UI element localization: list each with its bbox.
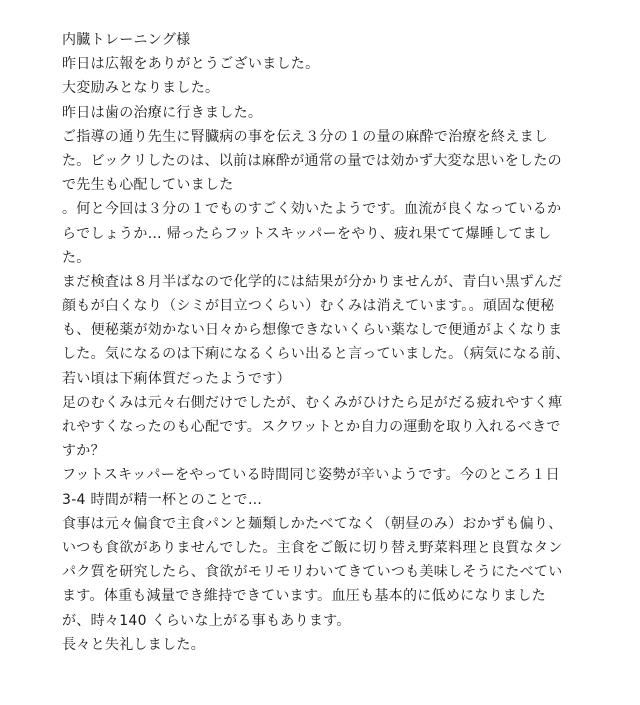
salutation: 内臓トレーニング様 bbox=[62, 32, 191, 48]
text-line: パク質を研究したら、食欲がモリモリわいてきていつも美味しそうにたべてい bbox=[62, 564, 563, 581]
text-line: 3-4 時間が精一杯とのことで… bbox=[62, 491, 263, 508]
text-line: ます。体重も減量でき維持できています。血圧も基本的に低めになりました bbox=[62, 588, 546, 605]
closing-line: 長々と失礼しました。 bbox=[62, 636, 205, 653]
text-line: 足のむくみは元々右側だけでしたが、むくみがひけたら足がだる疲れやすく痺 bbox=[62, 394, 563, 411]
text-line: ご指導の通り先生に腎臓病の事を伝え３分の１の量の麻酔で治療を終えまし bbox=[62, 128, 549, 145]
text-line: た。 bbox=[62, 249, 91, 266]
text-line: が、時々140 くらいな上がる事もあります。 bbox=[62, 612, 351, 629]
text-line: フットスキッパーをやっている時間同じ姿勢が辛いようです。今のところ１日 bbox=[62, 467, 560, 484]
text-line: 顔もが白くなり（シミが目立つくらい）むくみは消えています。。頑固な便秘 bbox=[62, 298, 555, 315]
text-line: れやすくなったのも心配です。スクワットとか自力の運動を取り入れるべきで bbox=[62, 419, 561, 435]
text-line: すか？ bbox=[62, 443, 105, 460]
text-line: も、便秘薬が効かない日々から想像できないくらい薬なしで便通がよくなりま bbox=[62, 322, 563, 339]
text-line: 食事は元々偏食で主食パンと麺類しかたべてなく（朝昼のみ）おかずも偏り、 bbox=[62, 515, 563, 532]
text-line: らでしょうか… 帰ったらフットスキッパーをやり、疲れ果てて爆睡してまし bbox=[62, 225, 552, 242]
text-line: 昨日は広報をありがとうございました。 bbox=[62, 56, 320, 73]
text-line: た。ビックリしたのは、以前は麻酔が通常の量では効かず大変な思いをしたの bbox=[62, 152, 562, 169]
text-line: 。何と今回は３分の１でものすごく効いたようです。血流が良くなっているか bbox=[62, 201, 562, 218]
letter-body bbox=[62, 28, 584, 657]
text-line: まだ検査は８月半ばなので化学的には結果が分かりませんが、青白い黒ずんだ bbox=[62, 273, 563, 290]
text-line: 若い頃は下痢体質だったようです） bbox=[62, 370, 291, 387]
text-line: 昨日は歯の治療に行きました。 bbox=[62, 104, 263, 121]
text-line: した。気になるのは下痢になるくらい出ると言っていました。（病気になる前、 bbox=[62, 346, 570, 363]
text-line: いつも食欲がありませんでした。主食をご飯に切り替え野菜料理と良質なタン bbox=[62, 539, 563, 556]
text-line: 大変励みとなりました。 bbox=[62, 80, 220, 97]
text-line: で先生も心配していました bbox=[62, 177, 234, 194]
